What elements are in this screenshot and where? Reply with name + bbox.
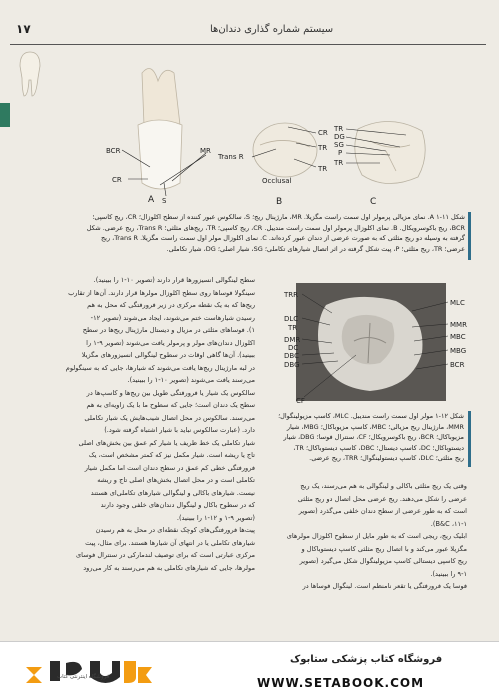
label-tr: TR [288,324,298,332]
chapter-title: سیستم شماره گذاری دندان‌ها [210,24,334,35]
label-dlc: DLC [284,315,299,323]
body-line: تکاملی است و در محل اتصال بخش‌های اصلی تاج و ریشه [97,476,255,484]
figure-12-labels [282,285,477,410]
label-s: S [162,197,167,205]
label-cr-a: CR [112,176,122,184]
label-dbg: DBG [284,361,300,369]
caption-12-line: مزیوباکال؛ BCR، ریج باکوسرویکال؛ CF، سنترال فوسا؛ DBG، شیار [283,433,464,441]
label-bcr: BCR [106,147,121,155]
panel-a-label: A [148,195,155,205]
caption-12-line: شکل ۱۲-۱ مولر اول سمت راست مندیبل. MLC، کاسپ مزیولینگوال؛ [278,412,464,420]
body-line: در لبه مارژینال ریج‌ها یافت می‌شوند که شیارها، جایی که به سینگولوم [65,363,255,372]
figure-11-caption [15,212,465,254]
body-line: مولرها، جایی که شیارهای تکاملی به هم می‌رسند به کار می‌رود [83,563,255,572]
body-line: که در سطوح باکال و لینگوال دندان‌های خلفی وجود دارند [100,501,255,509]
label-dmr: DMR [284,336,301,344]
label-bcr: BCR [450,361,465,369]
body-line: ریج کاسپی دیستالی کاسپ مزیولینگوال شکل می‌گیرد (تصویر [299,557,467,565]
body-line: ریج‌ها که به یک نقطه مرکزی در زیر فرورفتگی که محل به هم [87,301,255,309]
page-number: ۱۷ [16,22,31,36]
body-line: پیت‌ها فرورفتگی‌های کوچک نقطه‌ای در محل به هم رسیدن [95,526,255,534]
body-line: (تصویر ۹-۱ و ۱۲-۱ را ببینید). [176,513,255,522]
figure-12-caption [272,411,464,464]
thumbnail-tooth-image [16,50,44,98]
page-header [10,18,486,45]
store-name: فروشگاه کتاب پزشکی ستابوک [290,654,443,665]
body-line: است که به طور عرضی از سطح دندان خلفی می‌گذرد (تصویر [298,507,467,515]
caption-11-line: عرضی؛ TR، ریج مثلثی؛ P، پیت شکل گرفته در اثر اتصال شیارهای تکاملی؛ SG، شیار اصلی؛ DG، شیار تکاملی. [166,244,465,253]
label-trans-r: Trans R [218,153,244,161]
caption-bar-12 [468,411,471,467]
body-line: سطح یک دندان است؛ جایی که سطوح ما با یک زاویه‌ای به هم [86,401,255,409]
body-line: شیارهای تکاملی یا در انتهای آن شیارها هستند. برای مثال، پیت [85,538,255,547]
caption-11-line: گرفته به وسیله دو ریج مثلثی که به صورت عرضی از دندان عبور کرده‌اند. C. نمای اکلوزال مولر اول سمت راست مگزیلا. Trans R، ریج [100,234,465,242]
body-line: فرورفتگی خطی کم عمق در سطح دندان است اما مکمل شیار [84,463,255,472]
label-mlc: MLC [450,299,465,307]
label-tr-c2: TR [334,159,344,167]
label-tr-b2: TR [318,165,328,173]
caption-12-line: دیستوباکال؛ DC، کاسپ دیستال؛ DBC، کاسپ دیستوباکال؛ TR، [293,443,464,452]
body-line: رسیدن شیارهاست ختم می‌شوند، ایجاد می‌شوند (تصویر ۱۲- [90,313,255,322]
label-mr: MR [200,147,211,155]
body-line: تاج یا ریشه است. شیار مکمل نیز که کمتر مشخص است، یک [88,451,255,459]
figure-11 [100,55,490,220]
label-cf: CF [296,397,305,405]
body-line: ببینید). آن‌ها گاهی اوقات در سطوح لینگوالی انسیزورهای مگزیلا [81,351,255,359]
body-line: مگزیلا عبور می‌کند و با اتصال ریج مثلثی کاسپ دیستوباکال و [301,544,467,553]
label-trr: TRR [284,291,299,299]
body-line: ۱). فوساهای مثلثی در مزیال و دیستال مارژینال ریج‌ها در سطح [82,326,255,334]
caption-12-line: ریج مثلثی؛ DLC، کاسپ دیستولینگوال؛ TRR، ریج عرضی. [309,454,464,462]
label-cr-b: CR [318,129,328,137]
label-dg: DG [334,133,345,141]
label-dbc: DBC [284,352,299,360]
label-p: P [338,149,343,157]
body-line: ابلیک ریج، ریجی است که به طور مایل از سطوح اکلوزال مولرهای [286,532,467,540]
label-mmr: MMR [450,321,467,329]
body-line: فوسا یک فرورفتگی یا تقعر نامنظم است. لینگوال فوساها در [302,582,467,590]
label-mbg: MBG [450,347,467,355]
panel-c-label: C [370,197,377,207]
body-line: اکلوزال دندان‌های مولر و پرمولر یافت می‌شوند (تصویر ۹-۱ را [86,338,255,347]
label-tr-c1: TR [334,125,344,133]
caption-11-line: شکل ۱۱-۱ A. نمای مزیالی پرمولر اول سمت راست مگزیلا. MR، مارژینال ریج؛ S، سالکوس عبور کننده از سطح اکلوزال؛ CR، ریج کاسپی؛ [92,213,465,221]
body-line: سالکوس یک شیار یا فرورفتگی طویل بین ریج‌ها و کاسپ‌ها در [86,388,255,397]
section-marker [0,103,10,127]
store-url[interactable]: WWW.SETABOOK.COM [257,676,425,690]
body-line: سطح لینگوالی انسیزورها قرار دارند (تصویر ۱۰-۱ را ببینید). [93,276,255,284]
body-line: عرضی را شکل می‌دهند. ریج عرضی محل اتصال دو ریج مثلثی [297,494,467,503]
logo-caption: فروشگاه اینترنتی کتاب [57,674,110,680]
label-dc: DC [288,344,299,352]
figure-11-drawing [100,55,490,220]
setabook-logo-image [20,655,160,691]
caption-12-line: MMR، مارژینال ریج مزیالی؛ MBC، کاسپ مزیوباکال؛ MBG، شیار [286,422,464,431]
panel-b-label: B [276,197,283,207]
body-line: مرکزی عبارتی است که برای توصیف لندمارکی در سنترال فوسای [75,551,255,559]
body-line: وقتی یک ریج مثلثی باکالی و لینگوالی به هم می‌رسند، یک ریج [300,482,467,490]
body-text-lower [272,480,467,593]
body-line: ۱۱-۱، B&C). [430,519,467,528]
body-line: دارد. (عبارت سالکوس نباید با شیار اشتباه گرفته شود.) [104,426,255,434]
body-line: شیار تکاملی یک خط ظریف یا شیار کم عمق بین بخش‌های اصلی [78,438,255,447]
body-line: می‌رسند یافت می‌شوند (تصویر ۱۰-۱ را ببینید). [127,376,255,384]
body-line: ۹-۱ را ببینید). [430,569,467,578]
caption-11-line: BCR، ریج باکوسرویکال. B. نمای اکلوزال پرمولر اول سمت راست مندیبل. CR، ریج کاسپی؛ TR، ریج‌های مثلثی؛ Trans R، ریج عرضی. شکل [86,223,465,232]
label-occlusal: Occlusal [262,177,292,185]
body-line: سینگولا فوساها روی سطح اکلوزال مولرها قرار دارند. آن‌ها از تقارب [68,288,255,297]
body-text-upper [15,274,255,574]
caption-bar-11 [468,212,471,260]
label-sg: SG [334,141,344,149]
body-line: می‌رسند. سالکوس در محل اتصال شیب‌هایش یک شیار تکاملی [84,413,255,422]
label-tr-b1: TR [318,144,328,152]
body-line: نیست. شیارهای باکالی و لینگوالی شیارهای تکاملی‌ای هستند [90,488,255,497]
figure-12-leader-lines [282,285,477,410]
label-mbc: MBC [450,333,466,341]
